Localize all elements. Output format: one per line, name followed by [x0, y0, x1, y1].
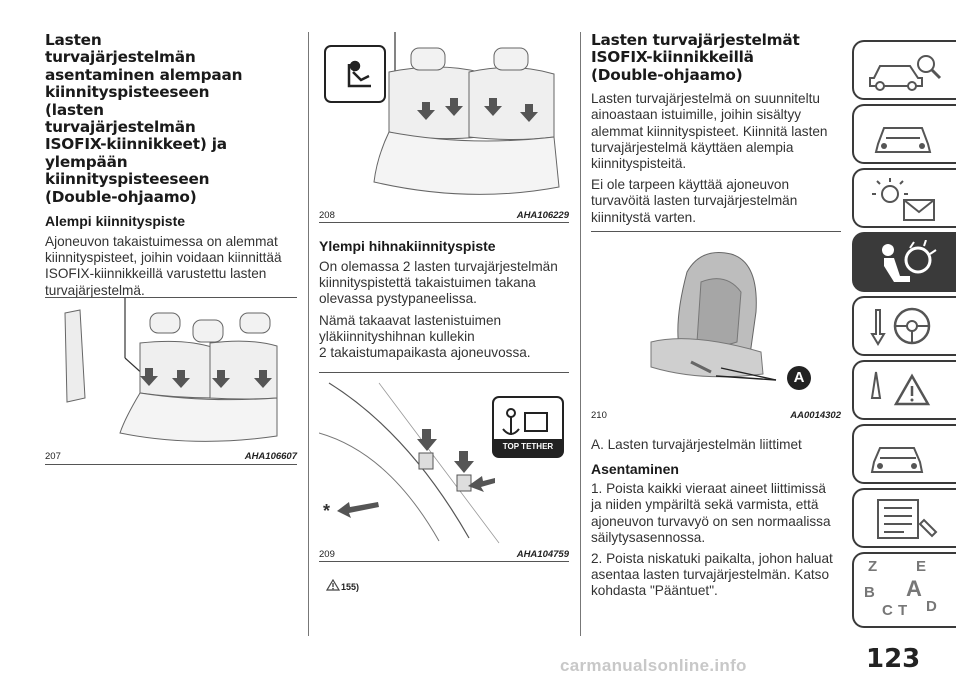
- airbag-passenger-icon: [866, 240, 946, 286]
- steering-wheel-icon: [866, 304, 946, 350]
- column-3-lower: [591, 437, 843, 600]
- column-2-text: [319, 238, 569, 361]
- tab-technical-data[interactable]: [852, 488, 956, 548]
- spec-list-icon: [866, 496, 946, 542]
- note-reference: 155): [341, 582, 360, 592]
- page-number: 123: [866, 644, 921, 674]
- figure-209-star-marker: *: [323, 501, 331, 521]
- connector-label-a: A: [787, 366, 811, 390]
- installation-step-1: 1. Poista kaikki vieraat aineet liittimissä ja niiden ympäriltä sekä varmista, että ajoneuvon turvavyö on sen normaalissa säilytysasennossa.: [591, 481, 831, 545]
- warning-note: [326, 578, 340, 596]
- car-service-icon: [866, 432, 946, 478]
- tab-vehicle-overview[interactable]: [852, 40, 956, 100]
- paragraph-top-tether-2: Nämä takaavat lastenistuimen yläkiinnityshihnan kullekin 2 takaistumapaikasta ajoneuvossa.: [319, 312, 531, 361]
- light-envelope-icon: [866, 176, 946, 222]
- figure-210-legend: A. Lasten turvajärjestelmän liittimet: [591, 437, 802, 452]
- section-title-isofix: Lasten turvajärjestelmät ISOFIX-kiinnikkeillä (Double-ohjaamo): [591, 31, 800, 84]
- tab-safety[interactable]: [852, 232, 956, 292]
- tab-emergency[interactable]: [852, 360, 956, 420]
- rear-seat-illustration: [45, 298, 297, 448]
- paragraph-isofix-1: Lasten turvajärjestelmä on suunniteltu ainoastaan istuimille, joihin sisältyy alemmat kiinnityspisteet. Kiinnitä lasten turvajärjestelmä käyttäen alempia kiinnityspisteitä.: [591, 91, 828, 172]
- watermark: carmanualsonline.info: [560, 656, 747, 675]
- tab-index[interactable]: [852, 552, 956, 628]
- paragraph-top-tether-1: On olemassa 2 lasten turvajärjestelmän kiinnityspistettä takaistuimen takana olevassa pystypaneelissa.: [319, 259, 558, 307]
- tab-warning-lights[interactable]: [852, 168, 956, 228]
- car-magnifier-icon: [866, 48, 946, 94]
- figure-208-isofix-anchor-points: 208 AHA106229: [319, 32, 569, 223]
- top-tether-illustration: [319, 373, 569, 545]
- column-1: [45, 32, 297, 299]
- paragraph-isofix-2: Ei ole tarpeen käyttää ajoneuvon turvavöitä lasten turvajärjestelmän kiinnitystä varten.: [591, 177, 798, 225]
- figure-207-rear-seat-lower-anchors: 207 AHA106607: [45, 297, 297, 465]
- isofix-seat-illustration: [319, 32, 569, 207]
- subheading-lower-anchor: Alempi kiinnityspiste: [45, 213, 186, 230]
- car-front-icon: [866, 112, 946, 158]
- tab-dashboard[interactable]: [852, 104, 956, 164]
- column-divider-1: [308, 32, 309, 636]
- column-3: [591, 32, 841, 226]
- subheading-installation: Asentaminen: [591, 461, 679, 478]
- tab-starting-driving[interactable]: [852, 296, 956, 356]
- tab-servicing[interactable]: [852, 424, 956, 484]
- section-title-lower-anchors: Lasten turvajärjestelmän asentaminen alempaan kiinnityspisteeseen (lasten turvajärjestelmän ISOFIX-kiinnikkeet) ja ylempään kiinnityspisteeseen (Double-ohjaamo): [45, 31, 243, 206]
- figure-210-child-seat: A 210 AA0014302: [591, 231, 841, 428]
- installation-step-2: 2. Poista niskatuki paikalta, johon haluat asentaa lasten turvajärjestelmän. Katso kohdasta "Pääntuet".: [591, 551, 833, 599]
- top-tether-tag: TOP TETHER: [502, 442, 554, 451]
- column-divider-2: [580, 32, 581, 636]
- subheading-top-tether: Ylempi hihnakiinnityspiste: [319, 238, 496, 254]
- warning-triangle-icon: [326, 579, 340, 591]
- figure-209-top-tether: TOP TETHER * 209 AHA104759: [319, 372, 569, 562]
- warning-triangle-tools-icon: [866, 368, 946, 414]
- paragraph-lower-anchor: Ajoneuvon takaistuimessa on alemmat kiinnityspisteet, joihin voidaan kiinnittää ISOFIX-kiinnikkeillä varustettu lasten turvajärjestelmä.: [45, 234, 282, 298]
- index-letters-icon: Z E A B C T D: [864, 558, 937, 619]
